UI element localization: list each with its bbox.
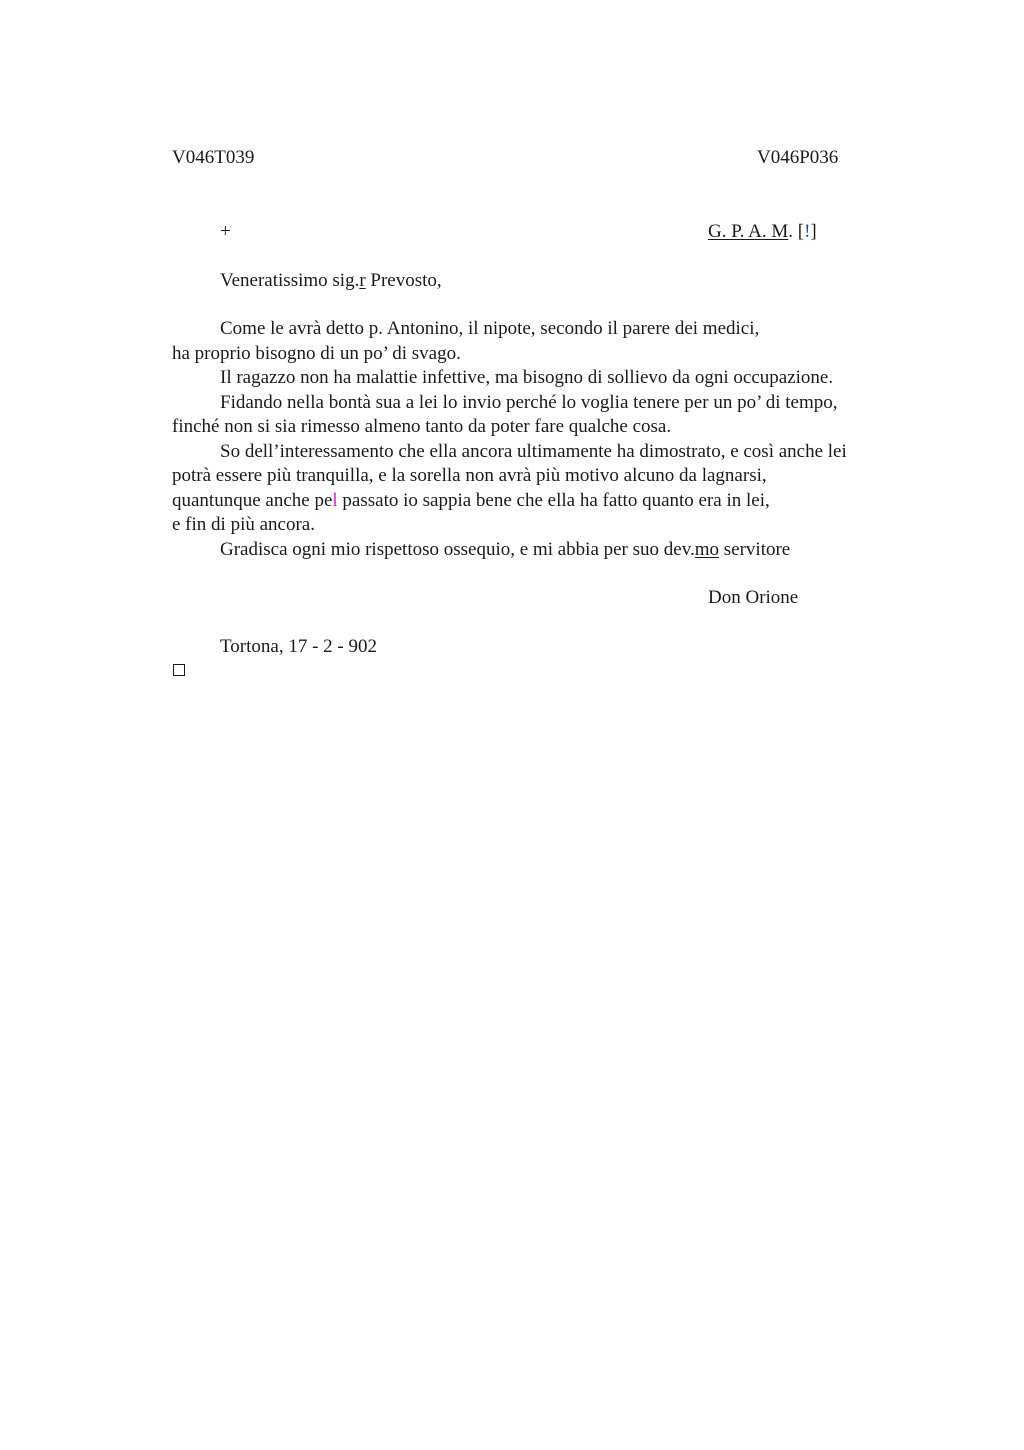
body-line: e fin di più ancora. [172,514,315,535]
salutation-start: Veneratissimo sig. [220,270,360,291]
body-line: ha proprio bisogno di un po’ di svago. [172,342,461,364]
motto-dot: . [788,221,798,242]
body-text: Gradisca ogni mio rispettoso ossequio, e mi abbia per suo dev. [220,538,695,560]
body-line: Fidando nella bontà sua a lei lo invio perché lo voglia tenere per un po’ di tempo, [220,391,838,413]
document-code-left: V046T039 [172,147,255,168]
signature: Don Orione [708,587,799,608]
body-text: passato io sappia bene che ella ha fatto quanto era in lei, [337,489,770,511]
body-text: servitore [719,538,791,560]
body-line: finché non si sia rimesso almeno tanto da poter fare qualche cosa. [172,416,672,437]
end-of-document-square-icon [173,664,185,676]
editorial-exclamation: ! [804,221,811,242]
place-date: Tortona, 17 - 2 - 902 [220,636,377,657]
letter-body [172,317,932,562]
salutation-end: Prevosto, [365,270,442,291]
abbrev-superscript: mo [694,538,720,560]
body-line: So dell’interessamento che ella ancora ultimamente ha dimostrato, e così anche lei [220,440,847,462]
bracket-open: [ [797,221,805,242]
body-line: Il ragazzo non ha malattie infettive, ma bisogno di sollievo da ogni occupazione. [220,367,834,388]
cross-symbol: + [220,221,231,242]
body-line [172,538,932,563]
document-code-right: V046P036 [757,147,839,168]
body-line: potrà essere più tranquilla, e la sorella non avrà più motivo alcuno da lagnarsi, [172,465,767,486]
body-text: quantunque anche pe [172,489,333,511]
bracket-close: ] [810,221,817,242]
body-line [172,489,932,514]
motto-text: G. P. A. M [708,221,789,242]
motto-gpam [708,220,817,244]
editorial-correction: l [332,489,338,511]
salutation-abbrev: r [359,270,366,291]
body-line: Come le avrà detto p. Antonino, il nipote, secondo il parere dei medici, [220,318,760,339]
salutation [220,269,442,293]
